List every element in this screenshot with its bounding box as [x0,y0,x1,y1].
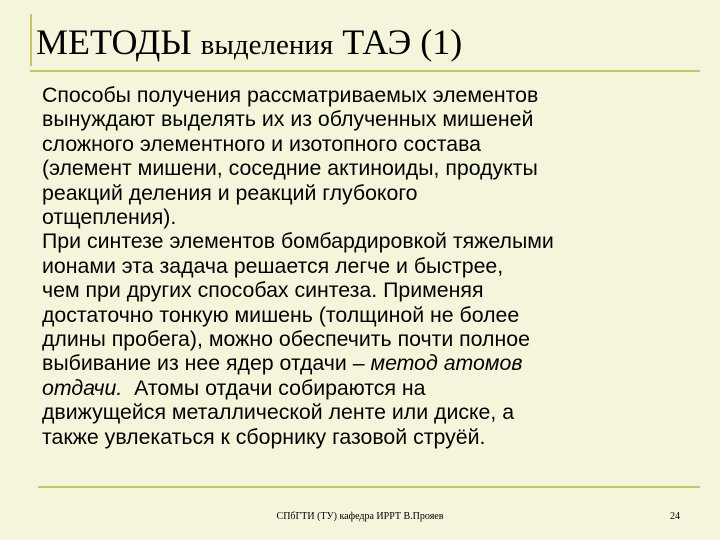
text-line: движущейся металлической ленте или диске, а [42,400,515,425]
text-line: достаточно тонкую мишень (толщиной не более [42,302,520,327]
slide-title [36,20,462,67]
text-line: реакций деления и реакций глубокого [42,180,418,205]
title-accent-line [30,14,32,66]
page-number: 24 [670,511,680,522]
text-line: отщепления). [42,205,177,230]
text-line: длины пробега), можно обеспечить почти полное [42,327,530,352]
text-line: вынуждают выделять их из облученных мишеней [42,107,534,132]
italic-term: отдачи. [42,375,123,400]
slide-body [42,83,692,449]
text-line: чем при других способах синтеза. Применяя [42,278,484,303]
text-line [42,375,692,400]
text-line: также увлекаться к сборнику газовой струёй. [42,424,486,449]
text-line: ионами эта задача решается легче и быстрее, [42,253,504,278]
text-line [42,351,692,376]
footer-divider [38,486,700,488]
text-line: Способы получения рассматриваемых элементов [42,83,539,107]
title-part-3: ТАЭ (1) [342,22,463,62]
text-line: При синтезе элементов бомбардировкой тяжелыми [42,229,554,254]
text-segment: Атомы отдачи собираются на [122,375,426,400]
title-divider [30,70,700,72]
title-part-2: выделения [200,29,334,61]
text-segment: выбивание из нее ядер отдачи – [42,351,371,376]
footer-text: СПбГТИ (ТУ) кафедра ИРРТ В.Прояев [276,511,444,522]
paragraph-2 [42,229,692,449]
title-part-1: МЕТОДЫ [36,22,192,62]
italic-term: метод атомов [370,351,523,376]
paragraph-1 [42,83,692,229]
text-line: сложного элементного и изотопного состава [42,131,481,156]
text-line: (элемент мишени, соседние актиноиды, продукты [42,156,538,181]
